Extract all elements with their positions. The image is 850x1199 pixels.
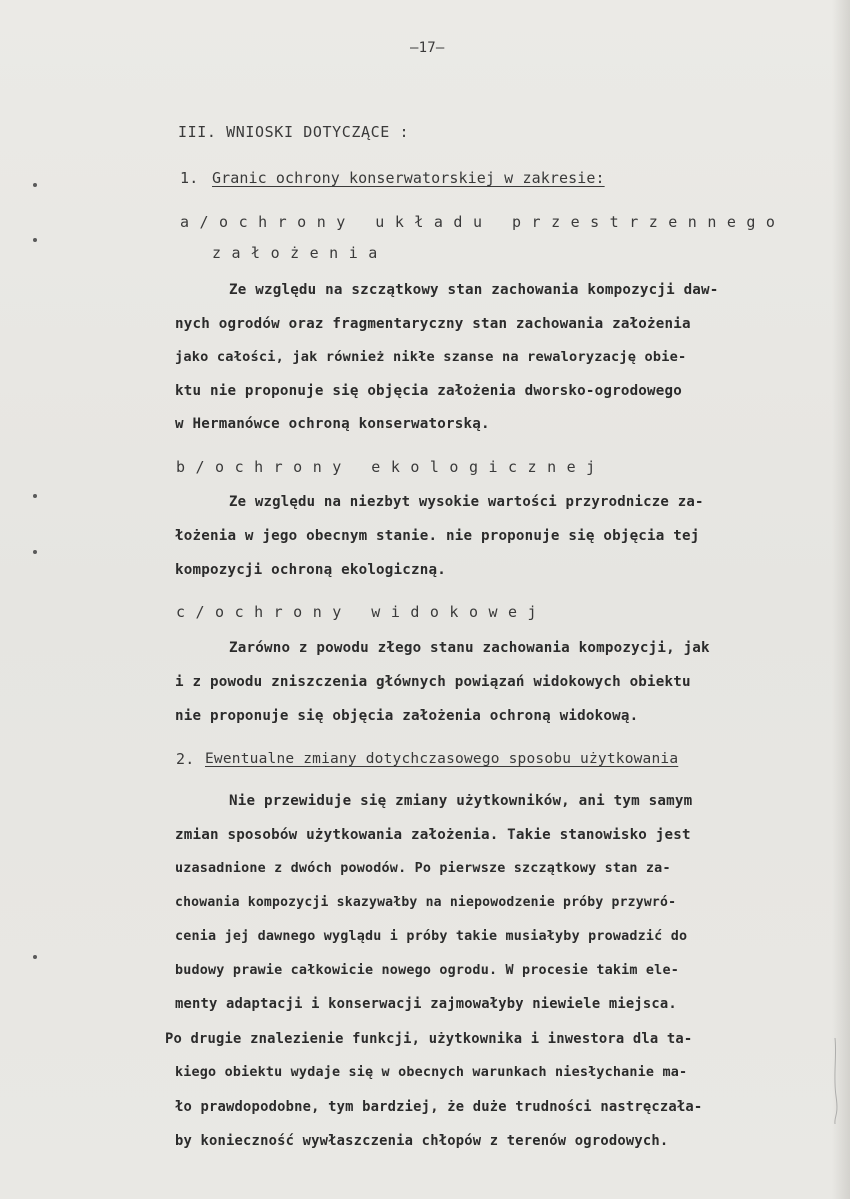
body-line: Zarówno z powodu złego stanu zachowania kompozycji, jak bbox=[229, 640, 710, 656]
body-line: ło prawdopodobne, tym bardziej, że duże trudności nastręczała- bbox=[175, 1099, 703, 1115]
body-line: nie proponuje się objęcia założenia ochroną widokową. bbox=[175, 708, 639, 724]
body-line: i z powodu zniszczenia głównych powiązań widokowych obiektu bbox=[175, 674, 691, 690]
body-line: cenia jej dawnego wyglądu i próby takie musiałyby prowadzić do bbox=[175, 929, 688, 944]
body-line: kompozycji ochroną ekologiczną. bbox=[175, 562, 446, 578]
body-line: chowania kompozycji skazywałby na niepowodzenie próby przywró- bbox=[175, 895, 677, 910]
section-heading: III. WNIOSKI DOTYCZĄCE : bbox=[178, 123, 410, 141]
item2-title: Ewentualne zmiany dotychczasowego sposobu użytkowania bbox=[205, 751, 679, 767]
punch-hole-mark bbox=[33, 238, 37, 242]
punch-hole-mark bbox=[33, 183, 37, 187]
margin-pencil-mark bbox=[828, 1036, 842, 1126]
punch-hole-mark bbox=[33, 550, 37, 554]
body-line: nych ogrodów oraz fragmentaryczny stan zachowania założenia bbox=[175, 316, 691, 332]
page-number: –17– bbox=[410, 40, 445, 56]
body-line: Nie przewiduje się zmiany użytkowników, ani tym samym bbox=[229, 793, 693, 809]
body-line: w Hermanówce ochroną konserwatorską. bbox=[175, 416, 490, 432]
body-line: Ze względu na szczątkowy stan zachowania kompozycji daw- bbox=[229, 282, 719, 298]
page-edge-shadow bbox=[832, 0, 850, 1199]
subsection-b-title: b/ochrony ekologicznej bbox=[176, 458, 606, 476]
body-line: jako całości, jak również nikłe szanse na rewaloryzację obie- bbox=[175, 349, 687, 365]
body-line: budowy prawie całkowicie nowego ogrodu. W procesie takim ele- bbox=[175, 963, 679, 978]
body-line: by konieczność wywłaszczenia chłopów z terenów ogrodowych. bbox=[175, 1133, 669, 1149]
body-line: menty adaptacji i konserwacji zajmowałyby niewiele miejsca. bbox=[175, 996, 677, 1012]
item1-number: 1. bbox=[180, 169, 199, 187]
punch-hole-mark bbox=[33, 955, 37, 959]
body-line: zmian sposobów użytkowania założenia. Takie stanowisko jest bbox=[175, 827, 691, 843]
subsection-a-title-cont: założenia bbox=[212, 244, 388, 262]
subsection-c-title: c/ochrony widokowej bbox=[176, 603, 548, 621]
item1-title: Granic ochrony konserwatorskiej w zakresie: bbox=[212, 169, 605, 187]
punch-hole-mark bbox=[33, 494, 37, 498]
item2-number: 2. bbox=[176, 750, 195, 768]
body-line: Ze względu na niezbyt wysokie wartości przyrodnicze za- bbox=[229, 494, 704, 510]
subsection-a-title: a/ochrony układu przestrzennego bbox=[180, 213, 786, 231]
body-line: łożenia w jego obecnym stanie. nie proponuje się objęcia tej bbox=[175, 528, 700, 544]
body-line: kiego obiektu wydaje się w obecnych warunkach niesłychanie ma- bbox=[175, 1065, 688, 1080]
body-line: Po drugie znalezienie funkcji, użytkownika i inwestora dla ta- bbox=[165, 1031, 693, 1047]
body-line: ktu nie proponuje się objęcia założenia dworsko-ogrodowego bbox=[175, 383, 683, 399]
body-line: uzasadnione z dwóch powodów. Po pierwsze szczątkowy stan za- bbox=[175, 861, 671, 876]
